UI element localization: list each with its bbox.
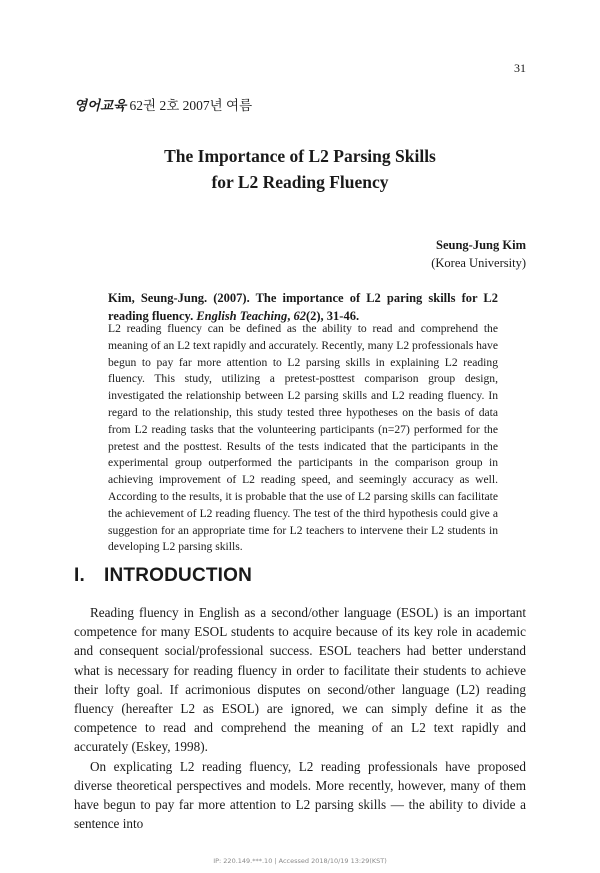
abstract: L2 reading fluency can be defined as the ability to read and comprehend the meaning of an L2 text rapidly and accurately. Recently, many L2 professionals have begun to pay far more attention to L2 parsing skills in explaining L2 reading fluency. This study, utilizing a pretest-posttest comparison group design, investigated the relationship between L2 parsing skills and L2 reading fluency. In regard to the relationship, this study tested three hypotheses on the basis of data from L2 reading tasks that the volunteering participants (n=27) performed for the pretest and the posttest. Results of the tests indicated that the participants in the experimental group outperformed the participants in the comparison group in achieving improvement of L2 reading speed, and seemingly accuracy as well. According to the results, it is probable that the use of L2 parsing skills can facilitate the achievement of L2 reading fluency. The test of the third hypothesis could give a suggestion for an appropriate time for L2 teachers to intervene their L2 students in developing L2 parsing skills. <box>108 322 498 554</box>
page-number: 31 <box>514 61 526 75</box>
author-block <box>431 236 526 272</box>
citation-prefix: Kim, Seung-Jung. (2007). The importance of L2 paring skills for L2 reading fluency. <box>108 291 498 323</box>
section-heading <box>74 565 252 587</box>
citation: Kim, Seung-Jung. (2007). The importance of L2 paring skills for L2 reading fluency. English Teaching, 62(2), 31-46. <box>108 291 498 323</box>
journal-name: 영어교육 <box>74 98 127 113</box>
citation-suffix: (2), 31-46. <box>305 309 360 323</box>
section-number: I. <box>74 565 85 586</box>
paper-title-line-1: The Importance of L2 Parsing Skills <box>164 146 436 166</box>
paper-title <box>0 143 600 195</box>
paper-title-line-2: for L2 Reading Fluency <box>211 172 389 192</box>
author-name: Seung-Jung Kim <box>436 238 526 252</box>
author-affiliation: (Korea University) <box>431 256 526 270</box>
access-footer: IP: 220.149.***.10 | Accessed 2018/10/19 13:29(KST) <box>213 857 387 865</box>
journal-issue: 62권 2호 2007년 여름 <box>129 98 253 113</box>
citation-volume: 62 <box>293 309 306 323</box>
journal-header <box>74 94 252 114</box>
citation-journal: English Teaching <box>196 309 288 323</box>
body-paragraph-1: Reading fluency in English as a second/other language (ESOL) is an important competence for many ESOL students to acquire because of its key role in academic and consequent social/professional success. ESOL teachers had better understand what is necessary for reading fluency in order to facilitate their students to achieve their lofty goal. If acrimonious disputes on second/other language (L2) reading fluency (hereafter L2 as ESOL) are ignored, we can simply define it as the competence to read and comprehend the meaning of an L2 text rapidly and accurately (Eskey, 1998). <box>74 605 526 755</box>
section-title: INTRODUCTION <box>104 565 253 586</box>
body-text <box>74 603 526 833</box>
body-paragraph-2: On explicating L2 reading fluency, L2 reading professionals have proposed diverse theoretical perspectives and models. More recently, however, many of them have begun to pay far more attention to L2 parsing skills — the ability to divide a sentence into <box>74 758 526 832</box>
